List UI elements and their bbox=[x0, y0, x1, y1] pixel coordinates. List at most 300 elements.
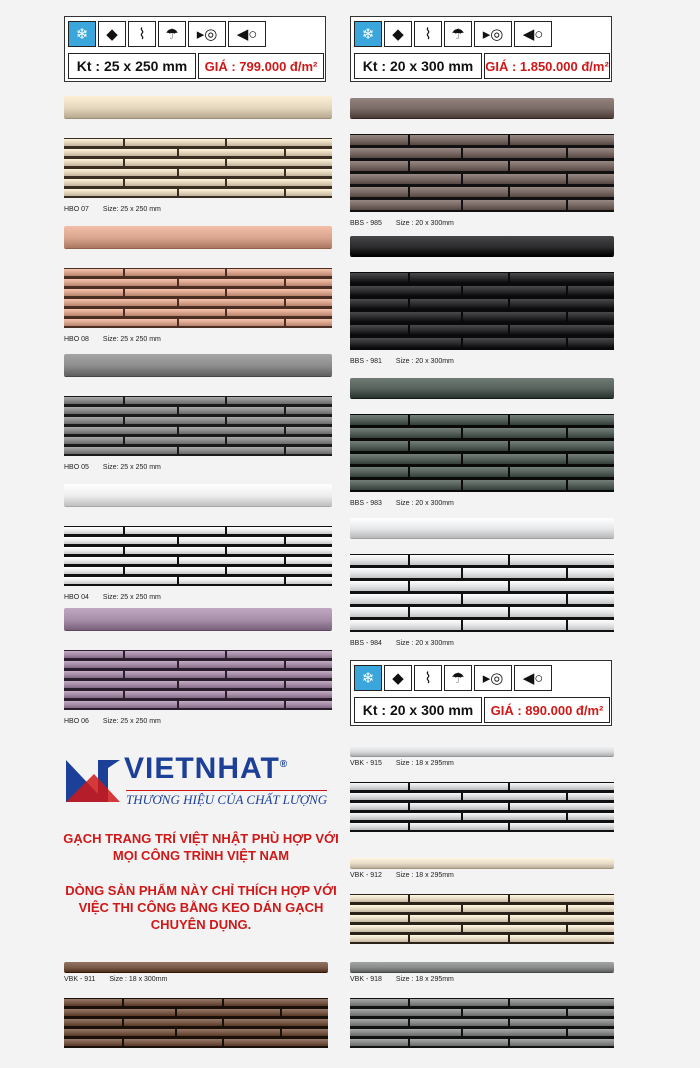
brick-joint bbox=[566, 427, 568, 440]
brick-joint bbox=[408, 822, 410, 832]
brick-joint bbox=[123, 138, 125, 148]
brick-joint bbox=[225, 546, 227, 556]
slip-target-icon: ▸◎ bbox=[474, 665, 512, 691]
product-caption bbox=[350, 760, 454, 767]
product-code: VBK - 915 bbox=[350, 760, 382, 767]
brick-joint bbox=[461, 567, 463, 580]
product-size: Size: 25 x 250 mm bbox=[102, 464, 161, 471]
brick-row bbox=[350, 1019, 614, 1026]
product-size: Size : 20 x 300mm bbox=[395, 220, 454, 227]
brick-joint bbox=[123, 546, 125, 556]
brick-row bbox=[350, 905, 614, 912]
product-size: Size : 18 x 295mm bbox=[395, 760, 454, 767]
brick-row bbox=[64, 319, 332, 326]
brick-joint bbox=[461, 337, 463, 350]
brick-row bbox=[350, 1029, 614, 1036]
brick-joint bbox=[408, 802, 410, 812]
tile-strip bbox=[350, 858, 614, 868]
logo-mark-icon bbox=[64, 754, 122, 804]
price-label: GIÁ : 799.000 đ/m² bbox=[198, 53, 324, 79]
snowflake-icon: ❄ bbox=[354, 665, 382, 691]
brick-joint bbox=[508, 822, 510, 832]
size-label: Kt : 20 x 300 mm bbox=[354, 53, 482, 79]
brick-row bbox=[64, 577, 332, 584]
brick-joint bbox=[508, 782, 510, 792]
brick-row bbox=[350, 187, 614, 197]
brick-joint bbox=[508, 160, 510, 173]
brick-panel bbox=[64, 396, 332, 456]
product-size: Size : 20 x 300mm bbox=[395, 640, 454, 647]
tile-strip bbox=[350, 962, 614, 972]
brick-panel bbox=[350, 272, 614, 350]
brick-joint bbox=[508, 298, 510, 311]
brick-joint bbox=[225, 308, 227, 318]
product-code: VBK - 912 bbox=[350, 872, 382, 879]
product-code: BBS - 981 bbox=[350, 358, 382, 365]
brick-joint bbox=[566, 337, 568, 350]
brick-joint bbox=[123, 268, 125, 278]
product-code: VBK - 911 bbox=[64, 976, 96, 983]
brick-row bbox=[64, 397, 332, 404]
brick-joint bbox=[225, 416, 227, 426]
brick-row bbox=[350, 135, 614, 145]
brick-joint bbox=[461, 173, 463, 186]
tile-strip bbox=[64, 608, 332, 630]
brick-row bbox=[64, 681, 332, 688]
brick-joint bbox=[566, 567, 568, 580]
brick-joint bbox=[175, 1008, 177, 1018]
brick-joint bbox=[508, 440, 510, 453]
tile-strip bbox=[350, 378, 614, 398]
brick-joint bbox=[284, 298, 286, 308]
product-size: Size : 20 x 300mm bbox=[395, 358, 454, 365]
brick-row bbox=[64, 1019, 328, 1026]
product-code: BBS - 983 bbox=[350, 500, 382, 507]
brick-panel bbox=[64, 998, 328, 1048]
spec-icons bbox=[354, 665, 552, 691]
brick-joint bbox=[177, 168, 179, 178]
brick-row bbox=[350, 480, 614, 490]
tap-water-icon: ⌇ bbox=[414, 665, 442, 691]
brick-row bbox=[350, 1039, 614, 1046]
brick-joint bbox=[566, 479, 568, 492]
brand-name: VIETNHAT® bbox=[124, 752, 289, 785]
rain-umbrella-icon: ☂ bbox=[444, 21, 472, 47]
product-code: BBS - 984 bbox=[350, 640, 382, 647]
brick-joint bbox=[177, 556, 179, 566]
brick-joint bbox=[408, 324, 410, 337]
product-caption bbox=[350, 976, 454, 983]
brick-joint bbox=[408, 186, 410, 199]
brick-joint bbox=[225, 690, 227, 700]
brick-joint bbox=[284, 446, 286, 456]
brick-joint bbox=[284, 188, 286, 198]
size-label: Kt : 25 x 250 mm bbox=[68, 53, 196, 79]
brick-joint bbox=[177, 660, 179, 670]
brick-joint bbox=[225, 650, 227, 660]
tap-water-icon: ⌇ bbox=[128, 21, 156, 47]
brick-row bbox=[350, 620, 614, 630]
brick-joint bbox=[408, 1018, 410, 1028]
brick-joint bbox=[177, 188, 179, 198]
brick-panel bbox=[64, 650, 332, 710]
brick-joint bbox=[284, 700, 286, 710]
brick-row bbox=[64, 567, 332, 574]
brick-panel bbox=[64, 526, 332, 586]
brick-joint bbox=[123, 650, 125, 660]
product-size: Size : 20 x 300mm bbox=[395, 500, 454, 507]
product-code: HBO 08 bbox=[64, 336, 89, 343]
brick-joint bbox=[461, 311, 463, 324]
brick-joint bbox=[222, 998, 224, 1008]
tile-strip bbox=[350, 236, 614, 256]
brick-joint bbox=[508, 606, 510, 619]
product-caption bbox=[64, 336, 161, 343]
brick-joint bbox=[284, 576, 286, 586]
tile-strip bbox=[64, 226, 332, 248]
tile-strip bbox=[64, 484, 332, 506]
brick-joint bbox=[508, 580, 510, 593]
product-code: BBS - 985 bbox=[350, 220, 382, 227]
tap-water-icon: ⌇ bbox=[414, 21, 442, 47]
brick-row bbox=[64, 427, 332, 434]
brick-joint bbox=[225, 268, 227, 278]
product-caption bbox=[350, 640, 454, 647]
brick-row bbox=[64, 527, 332, 534]
brick-joint bbox=[123, 178, 125, 188]
brick-joint bbox=[177, 298, 179, 308]
brick-joint bbox=[508, 134, 510, 147]
brick-row bbox=[350, 415, 614, 425]
tile-strip bbox=[350, 746, 614, 756]
brick-row bbox=[64, 671, 332, 678]
brick-joint bbox=[122, 1038, 124, 1048]
brick-row bbox=[64, 407, 332, 414]
brick-joint bbox=[508, 894, 510, 904]
brick-joint bbox=[566, 904, 568, 914]
brick-joint bbox=[123, 396, 125, 406]
brick-joint bbox=[461, 427, 463, 440]
brick-row bbox=[350, 793, 614, 800]
brick-joint bbox=[508, 1038, 510, 1048]
brick-joint bbox=[408, 554, 410, 567]
brick-joint bbox=[284, 278, 286, 288]
brick-row bbox=[350, 581, 614, 591]
brick-joint bbox=[123, 526, 125, 536]
brick-joint bbox=[225, 158, 227, 168]
brick-row bbox=[64, 417, 332, 424]
brick-joint bbox=[508, 934, 510, 944]
brick-joint bbox=[461, 904, 463, 914]
brick-row bbox=[64, 691, 332, 698]
brick-joint bbox=[123, 566, 125, 576]
brick-row bbox=[64, 1009, 328, 1016]
brick-joint bbox=[280, 1008, 282, 1018]
product-caption bbox=[350, 358, 454, 365]
diamond-icon: ◆ bbox=[384, 21, 412, 47]
brick-joint bbox=[508, 466, 510, 479]
brick-row bbox=[350, 823, 614, 830]
brick-joint bbox=[408, 440, 410, 453]
brick-joint bbox=[284, 536, 286, 546]
size-label: Kt : 20 x 300 mm bbox=[354, 697, 482, 723]
slip-target-icon: ▸◎ bbox=[188, 21, 226, 47]
brick-joint bbox=[123, 416, 125, 426]
brick-row bbox=[64, 537, 332, 544]
brick-joint bbox=[284, 148, 286, 158]
brand-tagline: THƯƠNG HIỆU CỦA CHẤT LƯỢNG bbox=[126, 792, 328, 807]
brick-row bbox=[64, 1029, 328, 1036]
arrow-circle-icon: ◀○ bbox=[514, 21, 552, 47]
brick-row bbox=[64, 547, 332, 554]
brick-joint bbox=[177, 680, 179, 690]
brick-joint bbox=[123, 436, 125, 446]
rain-umbrella-icon: ☂ bbox=[158, 21, 186, 47]
brick-row bbox=[350, 174, 614, 184]
brick-row bbox=[350, 441, 614, 451]
brick-row bbox=[64, 139, 332, 146]
brick-panel bbox=[350, 134, 614, 212]
brick-joint bbox=[177, 446, 179, 456]
brick-joint bbox=[177, 700, 179, 710]
brick-joint bbox=[408, 606, 410, 619]
brick-row bbox=[64, 169, 332, 176]
brick-joint bbox=[284, 168, 286, 178]
brick-row bbox=[350, 338, 614, 348]
brick-row bbox=[64, 299, 332, 306]
brick-joint bbox=[508, 272, 510, 285]
snowflake-icon: ❄ bbox=[68, 21, 96, 47]
brick-row bbox=[350, 568, 614, 578]
brick-row bbox=[350, 312, 614, 322]
brick-row bbox=[350, 325, 614, 335]
product-caption bbox=[64, 206, 161, 213]
brick-joint bbox=[284, 660, 286, 670]
arrow-circle-icon: ◀○ bbox=[228, 21, 266, 47]
spec-header-right bbox=[350, 16, 612, 82]
product-caption bbox=[64, 718, 161, 725]
product-caption bbox=[64, 594, 161, 601]
brick-joint bbox=[222, 1018, 224, 1028]
brick-row bbox=[64, 651, 332, 658]
product-size: Size: 25 x 250 mm bbox=[102, 594, 161, 601]
brick-row bbox=[350, 454, 614, 464]
product-code: HBO 06 bbox=[64, 718, 89, 725]
brick-joint bbox=[284, 406, 286, 416]
brick-joint bbox=[408, 466, 410, 479]
brick-joint bbox=[123, 158, 125, 168]
brick-joint bbox=[566, 593, 568, 606]
brick-joint bbox=[566, 924, 568, 934]
brick-joint bbox=[508, 998, 510, 1008]
brick-row bbox=[350, 428, 614, 438]
brick-panel bbox=[350, 414, 614, 492]
tile-strip bbox=[64, 962, 328, 972]
brick-row bbox=[350, 999, 614, 1006]
spec-icons bbox=[354, 21, 552, 47]
brick-row bbox=[350, 200, 614, 210]
brick-row bbox=[64, 557, 332, 564]
brick-joint bbox=[408, 782, 410, 792]
brick-joint bbox=[123, 308, 125, 318]
brick-joint bbox=[566, 147, 568, 160]
brick-joint bbox=[177, 406, 179, 416]
product-size: Size: 25 x 250 mm bbox=[102, 206, 161, 213]
brick-row bbox=[64, 279, 332, 286]
brick-joint bbox=[508, 414, 510, 427]
product-code: HBO 07 bbox=[64, 206, 89, 213]
brick-row bbox=[350, 273, 614, 283]
product-code: HBO 05 bbox=[64, 464, 89, 471]
brick-row bbox=[350, 161, 614, 171]
product-code: VBK - 918 bbox=[350, 976, 382, 983]
brick-row bbox=[350, 299, 614, 309]
brick-row bbox=[350, 467, 614, 477]
brick-joint bbox=[408, 298, 410, 311]
price-label: GIÁ : 1.850.000 đ/m² bbox=[484, 53, 610, 79]
brick-joint bbox=[177, 576, 179, 586]
brick-joint bbox=[408, 1038, 410, 1048]
brick-row bbox=[350, 1009, 614, 1016]
brick-joint bbox=[508, 186, 510, 199]
brick-joint bbox=[408, 934, 410, 944]
tile-strip bbox=[350, 518, 614, 538]
brick-row bbox=[64, 447, 332, 454]
brick-joint bbox=[408, 914, 410, 924]
product-size: Size : 18 x 295mm bbox=[395, 872, 454, 879]
brick-panel bbox=[350, 782, 614, 832]
price-label: GIÁ : 890.000 đ/m² bbox=[484, 697, 610, 723]
brick-panel bbox=[350, 998, 614, 1048]
brick-joint bbox=[225, 566, 227, 576]
brick-panel bbox=[64, 138, 332, 198]
snowflake-icon: ❄ bbox=[354, 21, 382, 47]
brick-joint bbox=[225, 178, 227, 188]
brick-joint bbox=[408, 160, 410, 173]
brick-row bbox=[350, 607, 614, 617]
brick-joint bbox=[566, 173, 568, 186]
brick-joint bbox=[461, 593, 463, 606]
brick-joint bbox=[566, 812, 568, 822]
product-caption bbox=[350, 872, 454, 879]
brick-joint bbox=[508, 914, 510, 924]
brick-joint bbox=[508, 1018, 510, 1028]
brick-joint bbox=[461, 1028, 463, 1038]
brick-row bbox=[64, 309, 332, 316]
brick-joint bbox=[175, 1028, 177, 1038]
brick-row bbox=[64, 149, 332, 156]
product-size: Size: 25 x 250 mm bbox=[102, 336, 161, 343]
brick-joint bbox=[408, 414, 410, 427]
spec-icons bbox=[68, 21, 266, 47]
brand-logo bbox=[64, 748, 334, 810]
tile-strip bbox=[64, 96, 332, 118]
brick-panel bbox=[350, 554, 614, 632]
brick-joint bbox=[408, 580, 410, 593]
brick-joint bbox=[566, 1028, 568, 1038]
brick-joint bbox=[461, 199, 463, 212]
brick-joint bbox=[408, 134, 410, 147]
brick-joint bbox=[461, 619, 463, 632]
brick-joint bbox=[408, 998, 410, 1008]
brick-joint bbox=[461, 792, 463, 802]
product-size: Size : 18 x 300mm bbox=[109, 976, 168, 983]
brick-joint bbox=[461, 285, 463, 298]
slogan-fit: GẠCH TRANG TRÍ VIỆT NHẬT PHÙ HỢP VỚI MỌI CÔNG TRÌNH VIỆT NAM bbox=[63, 831, 339, 863]
product-caption bbox=[64, 976, 167, 983]
slogan-adhesive: DÒNG SẢN PHẨM NÀY CHỈ THÍCH HỢP VỚI VIỆC THI CÔNG BẰNG KEO DÁN GẠCH CHUYÊN DỤNG. bbox=[65, 883, 337, 932]
product-size: Size: 25 x 250 mm bbox=[102, 718, 161, 725]
brick-joint bbox=[177, 318, 179, 328]
brick-joint bbox=[225, 396, 227, 406]
brick-joint bbox=[508, 554, 510, 567]
brick-joint bbox=[566, 619, 568, 632]
product-size: Size : 18 x 295mm bbox=[395, 976, 454, 983]
brick-joint bbox=[177, 278, 179, 288]
brick-joint bbox=[177, 536, 179, 546]
brick-joint bbox=[408, 272, 410, 285]
brick-joint bbox=[225, 436, 227, 446]
product-caption bbox=[350, 500, 454, 507]
brick-row bbox=[350, 148, 614, 158]
brick-joint bbox=[123, 690, 125, 700]
brick-row bbox=[64, 999, 328, 1006]
product-caption bbox=[350, 220, 454, 227]
tile-strip bbox=[350, 98, 614, 118]
brick-row bbox=[350, 915, 614, 922]
brick-row bbox=[350, 925, 614, 932]
rain-umbrella-icon: ☂ bbox=[444, 665, 472, 691]
brick-joint bbox=[280, 1028, 282, 1038]
brick-panel bbox=[64, 268, 332, 328]
brick-joint bbox=[408, 894, 410, 904]
brick-joint bbox=[222, 1038, 224, 1048]
brick-joint bbox=[122, 998, 124, 1008]
arrow-circle-icon: ◀○ bbox=[514, 665, 552, 691]
brick-row bbox=[64, 159, 332, 166]
brick-joint bbox=[122, 1018, 124, 1028]
brick-joint bbox=[566, 453, 568, 466]
brick-panel bbox=[350, 894, 614, 944]
brick-joint bbox=[284, 426, 286, 436]
brick-row bbox=[64, 269, 332, 276]
brick-joint bbox=[461, 453, 463, 466]
product-caption bbox=[64, 464, 161, 471]
brick-joint bbox=[508, 324, 510, 337]
brick-joint bbox=[461, 812, 463, 822]
brick-joint bbox=[177, 148, 179, 158]
diamond-icon: ◆ bbox=[384, 665, 412, 691]
brick-joint bbox=[461, 479, 463, 492]
brick-row bbox=[350, 594, 614, 604]
brick-joint bbox=[566, 311, 568, 324]
brick-row bbox=[350, 783, 614, 790]
tile-strip bbox=[64, 354, 332, 376]
brick-joint bbox=[461, 1008, 463, 1018]
brick-joint bbox=[508, 802, 510, 812]
brick-row bbox=[64, 437, 332, 444]
brick-joint bbox=[123, 288, 125, 298]
brick-joint bbox=[225, 670, 227, 680]
brick-joint bbox=[225, 138, 227, 148]
diamond-icon: ◆ bbox=[98, 21, 126, 47]
brick-joint bbox=[566, 1008, 568, 1018]
brick-row bbox=[64, 289, 332, 296]
brick-joint bbox=[177, 426, 179, 436]
brick-row bbox=[350, 803, 614, 810]
brick-joint bbox=[123, 670, 125, 680]
brick-row bbox=[64, 179, 332, 186]
